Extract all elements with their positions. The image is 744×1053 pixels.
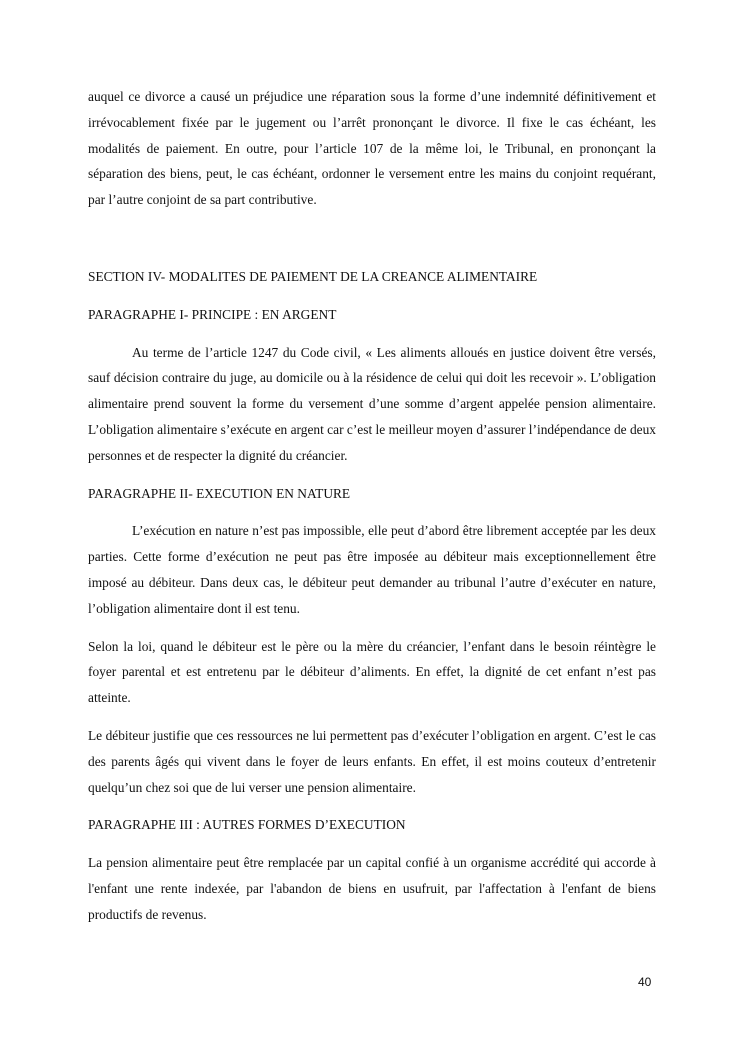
paragraph-pension-capital: La pension alimentaire peut être remplacée par un capital confié à un organisme accrédité qui accorde à l'enfant une rente indexée, par l'abandon de biens en usufruit, par l'affectation à l'enfant de biens productifs de revenus.: [88, 855, 656, 922]
document-page: [88, 84, 656, 928]
spacer: [88, 622, 656, 634]
spacer: [88, 213, 656, 264]
paragraph-selon-la-loi: Selon la loi, quand le débiteur est le père ou la mère du créancier, l’enfant dans le besoin réintègre le foyer parental et est entretenu par le débiteur d’aliments. En effet, la dignité de cet enfant n’est pas atteinte.: [88, 638, 656, 706]
spacer: [88, 711, 656, 723]
paragraph-heading-3: PARAGRAPHE III : AUTRES FORMES D’EXECUTION: [88, 817, 406, 833]
paragraph-execution-nature: L’exécution en nature n’est pas impossible, elle peut d’abord être librement acceptée par les deux parties. Cette forme d’exécution ne peut pas être imposée au débiteur mais exceptionnellement être imposé au débiteur. Dans deux cas, le débiteur peut demander au tribunal l’autre d’exécuter en nature, l’obligation alimentaire dont il est tenu.: [88, 523, 656, 616]
spacer: [88, 469, 656, 481]
paragraph-heading-1: PARAGRAPHE I- PRINCIPE : EN ARGENT: [88, 306, 337, 322]
spacer: [88, 290, 656, 302]
section-heading: SECTION IV- MODALITES DE PAIEMENT DE LA CREANCE ALIMENTAIRE: [88, 268, 538, 284]
paragraph-article-1247: Au terme de l’article 1247 du Code civil, « Les aliments alloués en justice doivent être versés, sauf décision contraire du juge, au domicile ou à la résidence de celui qui doit les recevoir ». L’obligation alimentaire prend souvent la forme du versement d’une somme d’argent appelée pension alimentaire. L’obligation alimentaire s’exécute en argent car c’est le meilleur moyen d’assurer l’indépendance de deux personnes et de respecter la dignité du créancier.: [88, 344, 656, 463]
spacer: [88, 328, 656, 340]
page-number: 40: [638, 975, 652, 989]
spacer: [88, 506, 656, 518]
paragraph-heading-2: PARAGRAPHE II- EXECUTION EN NATURE: [88, 485, 351, 501]
paragraph-divorce-reparation: auquel ce divorce a causé un préjudice une réparation sous la forme d’une indemnité définitivement et irrévocablement fixée par le jugement ou l’arrêt prononçant le divorce. Il fixe le cas échéant, les modalités de paiement. En outre, pour l’article 107 de la même loi, le Tribunal, en prononçant la séparation des biens, peut, le cas échéant, ordonner le versement entre les mains du conjoint requérant, par l’autre conjoint de sa part contributive.: [88, 89, 656, 208]
paragraph-debiteur-justifie: Le débiteur justifie que ces ressources ne lui permettent pas d’exécuter l’obligation en argent. C’est le cas des parents âgés qui vivent dans le foyer de leurs enfants. En effet, il est moins couteux d’entretenir quelqu’un chez soi que de lui verser une pension alimentaire.: [88, 727, 656, 795]
spacer: [88, 800, 656, 812]
spacer: [88, 838, 656, 850]
